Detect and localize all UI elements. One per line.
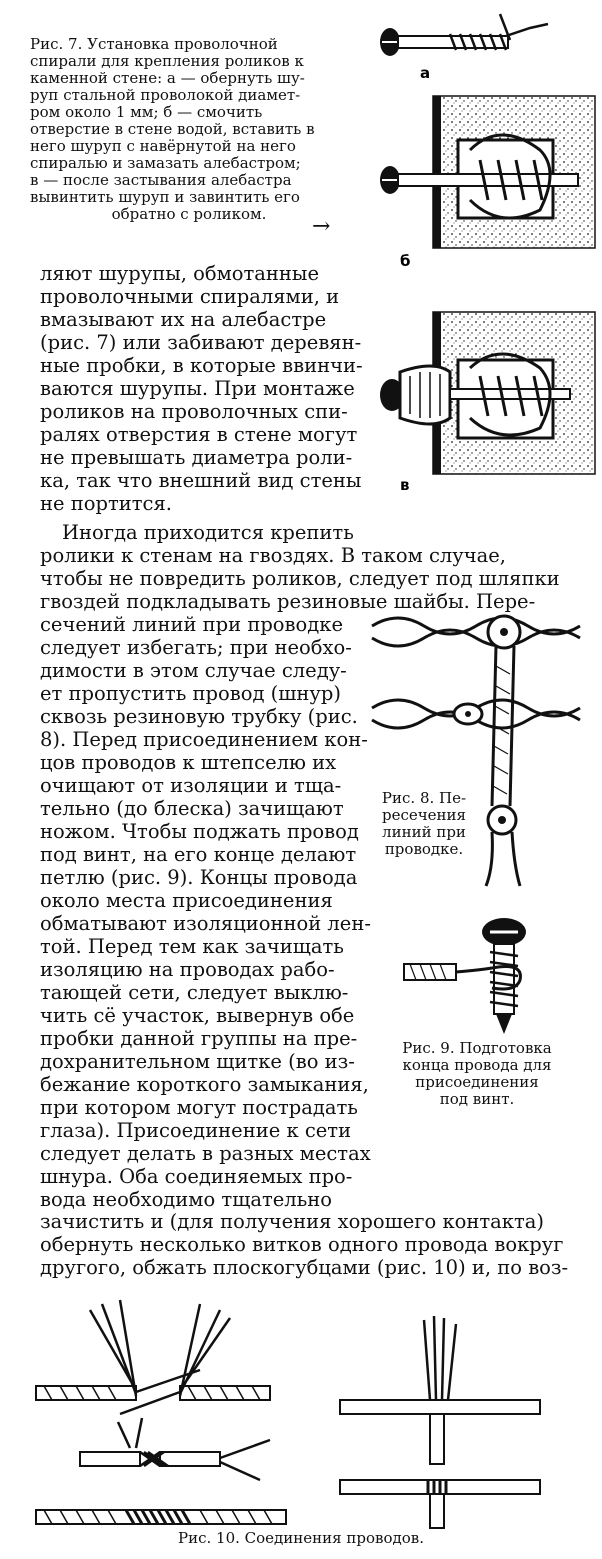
- fig8-caption: [364, 790, 484, 858]
- body-line: шнура. Оба соединяемых про-: [40, 1165, 353, 1188]
- body-line: вмазывают их на алебастре: [40, 308, 327, 331]
- body-line: ка, так что внешний вид стены: [40, 469, 362, 492]
- fig7-caption-line: в — после застывания алебастра: [30, 171, 292, 189]
- body-line: (рис. 7) или забивают деревян-: [40, 331, 362, 354]
- fig7-caption-line: отверстие в стене водой, вставить в: [30, 120, 315, 138]
- fig9-caption-line: Рис. 9. Подготовка: [402, 1039, 552, 1057]
- body-line: пробки данной группы на пре-: [40, 1027, 358, 1050]
- body-line: обматывают изоляционной лен-: [40, 912, 371, 935]
- fig8-caption-line: проводке.: [384, 840, 464, 858]
- body-line: не портится.: [40, 492, 172, 515]
- fig7-label-b: б: [400, 252, 411, 270]
- body-line: чтобы не повредить роликов, следует под шляпки: [40, 567, 560, 590]
- fig7-caption-line: него шуруп с навёрнутой на него: [30, 137, 296, 155]
- body-line: ножом. Чтобы поджать провод: [40, 820, 359, 843]
- screw-loop-icon: [404, 918, 526, 1034]
- body-line: тельно (до блеска) зачищают: [40, 797, 344, 820]
- body-line: вода необходимо тщательно: [40, 1188, 333, 1211]
- fig8-caption-line: ресечения: [381, 806, 466, 824]
- body-line: той. Перед тем как зачищать: [40, 935, 344, 958]
- body-line: не превышать диаметра роли-: [40, 446, 353, 469]
- body-line: чить сё участок, вывернув обе: [40, 1004, 355, 1027]
- fig7-illustration: [370, 0, 602, 500]
- fig8-caption-line: линий при: [382, 823, 466, 841]
- body-line: гвоздей подкладывать резиновые шайбы. Пере-: [40, 590, 536, 613]
- body-line: 8). Перед присоединением кон-: [40, 728, 368, 751]
- fig7-caption-line: спиралью и замазать алебастром;: [30, 154, 301, 172]
- body-line: другого, обжать плоскогубцами (рис. 10) и, по воз-: [40, 1256, 569, 1279]
- fig7-caption-line: каменной стене: а — обернуть шу-: [30, 69, 305, 87]
- body-line: сечений линий при проводке: [40, 613, 344, 636]
- fig10-caption: Рис. 10. Соединения проводов.: [178, 1529, 424, 1547]
- body-line: около места присоединения: [40, 889, 333, 912]
- fig8-caption-line: Рис. 8. Пе-: [381, 789, 467, 807]
- fig9-caption-line: под винт.: [439, 1090, 515, 1108]
- continuation-arrow: →: [312, 214, 331, 239]
- body-line: ралях отверстия в стене могут: [40, 423, 358, 446]
- body-line: следует делать в разных местах: [40, 1142, 371, 1165]
- fig10-illustration: [30, 1290, 590, 1530]
- body-line: ролики к стенам на гвоздях. В таком случае,: [40, 544, 506, 567]
- body-line: тающей сети, следует выклю-: [40, 981, 349, 1004]
- body-line: следует избегать; при необхо-: [40, 636, 352, 659]
- fig7-caption-line: Рис. 7. Установка проволочной: [30, 35, 278, 53]
- body-line: изоляцию на проводах рабо-: [40, 958, 335, 981]
- fig9-illustration: [400, 910, 560, 1038]
- body-line: под винт, на его конце делают: [40, 843, 357, 866]
- body-line: роликов на проволочных спи-: [40, 400, 348, 423]
- body-line: зачистить и (для получения хорошего контакта): [40, 1210, 545, 1233]
- body-line: проволочными спиралями, и: [40, 285, 340, 308]
- body-line: обернуть несколько витков одного провода вокруг: [40, 1233, 564, 1256]
- fig7-caption-line: вывинтить шуруп и завинтить его: [30, 188, 300, 206]
- fig9-caption-line: конца провода для: [402, 1056, 552, 1074]
- fig7-caption-line: руп стальной проволокой диамет-: [30, 86, 301, 104]
- body-line: ет пропустить провод (шнур): [40, 682, 341, 705]
- body-line: глаза). Присоединение к сети: [40, 1119, 352, 1142]
- fig7-caption-line: спирали для крепления роликов к: [30, 52, 304, 70]
- fig7-label-a: а: [420, 64, 431, 82]
- body-line: ляют шурупы, обмотанные: [40, 262, 319, 285]
- screw-wire-icon: [380, 14, 548, 56]
- body-line: петлю (рис. 9). Концы провода: [40, 866, 358, 889]
- body-line: бежание короткого замыкания,: [40, 1073, 369, 1096]
- fig7-caption-line: ром около 1 мм; б — смочить: [30, 103, 263, 121]
- fig7-caption-line: обратно с роликом.: [111, 205, 267, 223]
- body-line: димости в этом случае следу-: [40, 659, 347, 682]
- fig9-caption-line: присоединения: [415, 1073, 539, 1091]
- fig7-label-v: в: [400, 476, 410, 494]
- wall-roller-icon: [380, 312, 595, 474]
- wall-plaster-icon: [380, 96, 595, 248]
- body-line: ваются шурупы. При монтаже: [40, 377, 355, 400]
- wire-splice-icon: [36, 1300, 540, 1528]
- body-line: цов проводов к штепселю их: [40, 751, 337, 774]
- body-line: очищают от изоляции и тща-: [40, 774, 342, 797]
- body-line: ные пробки, в которые ввинчи-: [40, 354, 363, 377]
- fig9-caption: [352, 1040, 602, 1108]
- body-line: сквозь резиновую трубку (рис.: [40, 705, 358, 728]
- body-line: дохранительном щитке (во из-: [40, 1050, 355, 1073]
- body-line: Иногда приходится крепить: [62, 521, 354, 544]
- body-line: при котором могут пострадать: [40, 1096, 358, 1119]
- fig7-caption: [30, 36, 348, 223]
